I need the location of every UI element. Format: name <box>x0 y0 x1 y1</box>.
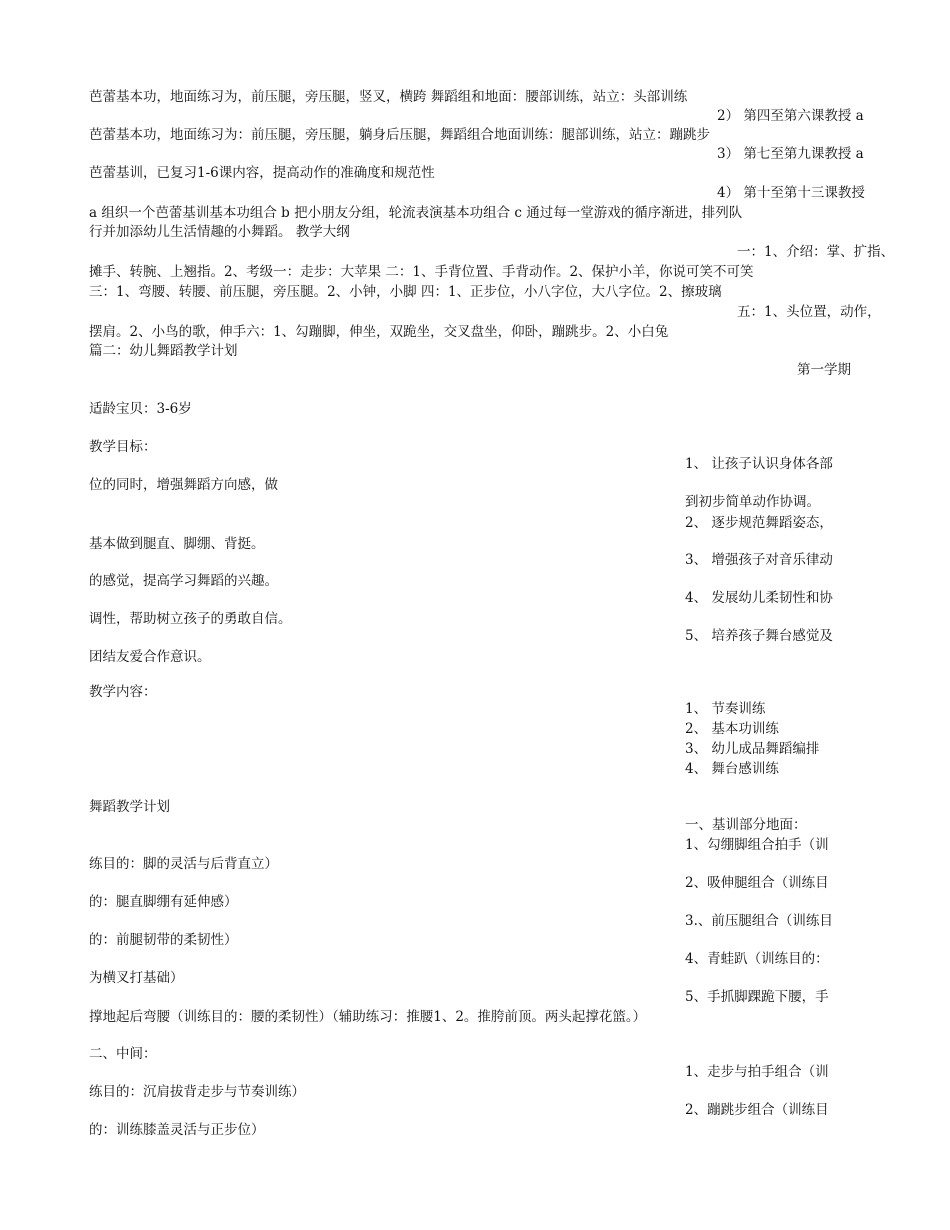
text-line: 1、勾绷脚组合拍手（训 <box>685 837 829 853</box>
text-line: 适龄宝贝：3-6岁 <box>89 401 192 417</box>
text-line: 2、蹦跳步组合（训练目 <box>685 1102 829 1118</box>
text-line: 调性，帮助树立孩子的勇敢自信。 <box>89 611 292 627</box>
subheading: 教学目标： <box>89 439 157 455</box>
text-line: 芭蕾基本功，地面练习为：前压腿，旁压腿，躺身后压腿，舞蹈组合地面训练：腿部训练，站立：蹦跳步 <box>89 127 710 143</box>
text-line: 练目的：沉肩拔背走步与节奏训练） <box>89 1084 305 1100</box>
text-line: 5、手抓脚踝跪下腰，手 <box>685 989 829 1005</box>
text-line: 的感觉，提高学习舞蹈的兴趣。 <box>89 573 278 589</box>
subheading: 二、中间： <box>89 1046 157 1062</box>
text-line: 撑地起后弯腰（训练目的：腰的柔韧性）（辅助练习：推腰1、2。推胯前顶。两头起撑花篮。） <box>89 1009 647 1025</box>
text-line: 4、青蛙趴（训练目的： <box>685 951 829 967</box>
text-line: 基本做到腿直、脚绷、背挺。 <box>89 536 265 552</box>
text-line: 的：前腿韧带的柔韧性） <box>89 932 238 948</box>
text-line: 摊手、转腕、上翘指。2、考级一：走步：大苹果 二：1、手背位置、手背动作。2、保护小羊，你说可笑不可笑 <box>89 264 754 280</box>
text-line: 1、走步与拍手组合（训 <box>685 1064 829 1080</box>
semester-label: 第一学期 <box>797 362 851 378</box>
subheading: 舞蹈教学计划 <box>89 799 170 815</box>
text-line: 三：1、弯腰、转腰、前压腿，旁压腿。2、小钟，小脚 四：1、正步位，小八字位，大八字位。2、擦玻璃 <box>89 284 722 300</box>
text-line: 摆肩。2、小鸟的歌，伸手六：1、勾蹦脚，伸坐，双跪坐，交叉盘坐，仰卧，蹦跳步。2、小白兔 <box>89 324 669 340</box>
list-item: 3、 幼儿成品舞蹈编排 <box>685 741 820 757</box>
text-line: 位的同时，增强舞蹈方向感，做 <box>89 477 278 493</box>
text-line: 3、 增强孩子对音乐律动 <box>685 552 833 568</box>
text-line: 练目的：脚的灵活与后背直立） <box>89 856 278 872</box>
text-line: 2、吸伸腿组合（训练目 <box>685 875 829 891</box>
text-line: 5、 培养孩子舞台感觉及 <box>685 628 833 644</box>
text-line: 1、 让孩子认识身体各部 <box>685 456 833 472</box>
text-line: 3.、前压腿组合（训练目 <box>685 913 833 929</box>
text-line: 芭蕾基本功，地面练习为，前压腿，旁压腿，竖叉，横跨 舞蹈组和地面：腰部训练，站立：头部训练 <box>89 89 688 105</box>
text-line: 的：训练膝盖灵活与正步位） <box>89 1122 265 1138</box>
text-line: 2） 第四至第六课教授 a <box>717 108 864 124</box>
text-line: 一：1、介绍：掌、扩指、 <box>737 244 895 260</box>
section-heading: 篇二：幼儿舞蹈教学计划 <box>89 343 238 359</box>
text-line: 为横叉打基础） <box>89 970 184 986</box>
text-line: 一、基训部分地面： <box>685 817 807 833</box>
subheading: 教学内容： <box>89 684 157 700</box>
text-line: 行并加添幼儿生活情趣的小舞蹈。 教学大纲 <box>89 224 350 240</box>
text-line: 的：腿直脚绷有延伸感） <box>89 894 238 910</box>
list-item: 2、 基本功训练 <box>685 721 779 737</box>
list-item: 4、 舞台感训练 <box>685 761 779 777</box>
text-line: 3） 第七至第九课教授 a <box>717 146 864 162</box>
list-item: 1、 节奏训练 <box>685 701 766 717</box>
text-line: 团结友爱合作意识。 <box>89 649 211 665</box>
text-line: 五：1、头位置，动作， <box>737 304 881 320</box>
text-line: 2、 逐步规范舞蹈姿态， <box>685 515 833 531</box>
text-line: 到初步简单动作协调。 <box>685 494 820 510</box>
text-line: 4） 第十至第十三课教授 <box>717 185 865 201</box>
text-line: 4、 发展幼儿柔韧性和协 <box>685 590 833 606</box>
text-line: 芭蕾基训，已复习1-6课内容，提高动作的准确度和规范性 <box>89 165 435 181</box>
text-line: a 组织一个芭蕾基训基本功组合 b 把小朋友分组，轮流表演基本功组合 c 通过每一堂游戏的循序渐进，排列队 <box>89 205 743 221</box>
